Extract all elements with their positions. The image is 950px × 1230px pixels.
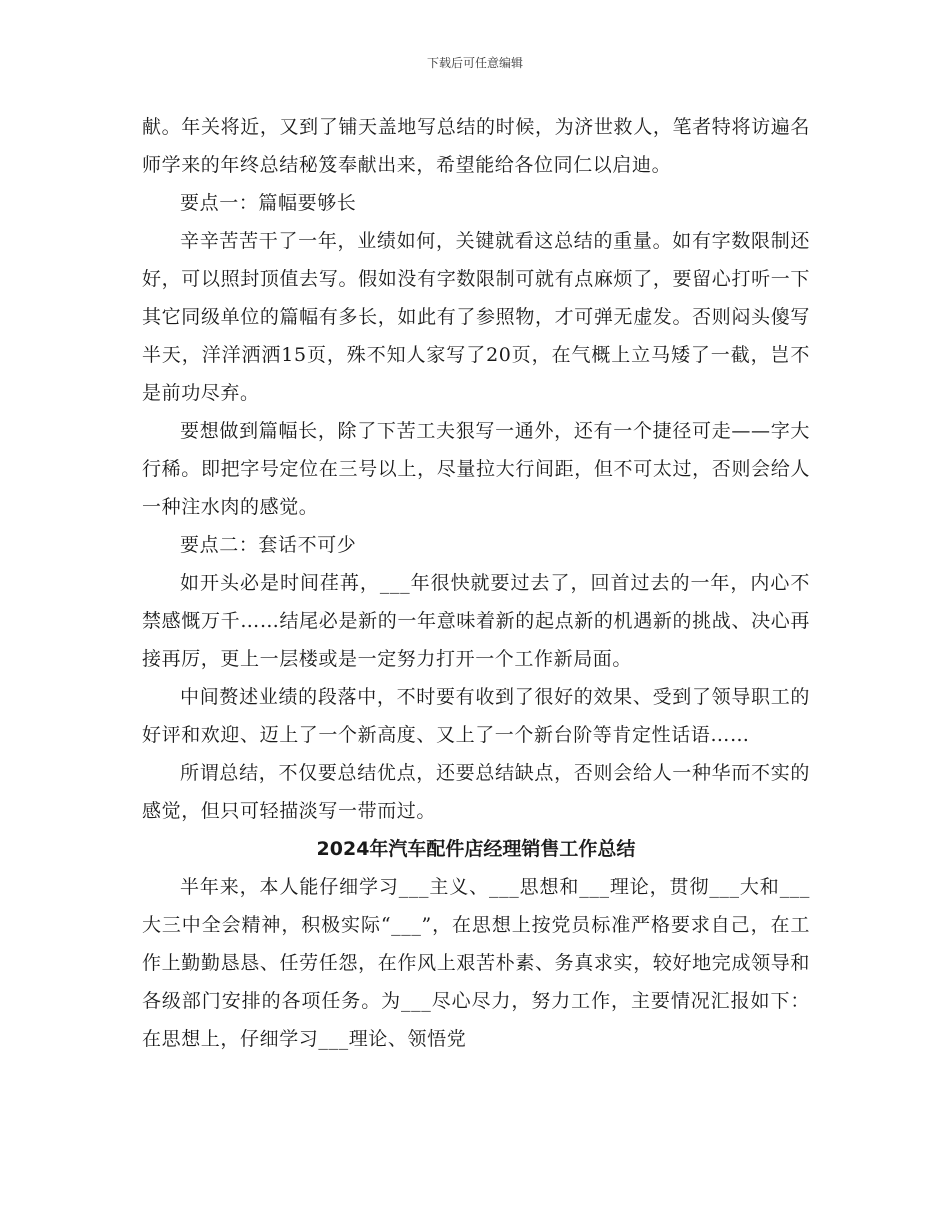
paragraph-length: 辛辛苦苦干了一年，业绩如何，关键就看这总结的重量。如有字数限制还好，可以照封顶值去写。假如没有字数限制可就有点麻烦了，要留心打听一下其它同级单位的篇幅有多长，如此有了参照物，才可弹无虚发。否则闷头傻写半天，洋洋洒洒15页，殊不知人家写了20页，在气概上立马矮了一截，岂不是前功尽弃。 — [142, 230, 810, 404]
paragraph-font-size: 要想做到篇幅长，除了下苦工夫狠写一通外，还有一个捷径可走——字大行稀。即把字号定位在三号以上，尽量拉大行间距，但不可太过，否则会给人一种注水肉的感觉。 — [142, 420, 810, 518]
page-header: 下载后可任意编辑 — [426, 56, 523, 70]
section-title: 2024年汽车配件店经理销售工作总结 — [316, 838, 636, 860]
heading-point-one: 要点一：篇幅要够长 — [180, 192, 357, 214]
paragraph-achievements: 中间赘述业绩的段落中，不时要有收到了很好的效果、受到了领导职工的好评和欢迎、迈上了一个新高度、又上了一个新台阶等肯定性话语…… — [142, 686, 810, 746]
paragraph-intro-continuation: 献。年关将近，又到了铺天盖地写总结的时候，为济世救人，笔者特将访遍名师学来的年终总结秘笈奉献出来，希望能给各位同仁以启迪。 — [142, 116, 810, 176]
document-body — [142, 108, 810, 1058]
paragraph-shortcomings: 所谓总结，不仅要总结优点，还要总结缺点，否则会给人一种华而不实的感觉，但只可轻描淡写一带而过。 — [142, 762, 810, 822]
paragraph-summary-start: 半年来，本人能仔细学习___主义、___思想和___理论，贯彻___大和___大三中全会精神，积极实际“___”，在思想上按党员标准严格要求自己，在工作上勤勤恳恳、任劳任怨，在作风上艰苦朴素、务真求实，较好地完成领导和各级部门安排的各项任务。为___尽心尽力，努力工作，主要情况汇报如下：在思想上，仔细学习___理论、领悟党 — [142, 876, 810, 1050]
heading-point-two: 要点二：套话不可少 — [180, 534, 357, 556]
paragraph-cliches: 如开头必是时间荏苒，___年很快就要过去了，回首过去的一年，内心不禁感慨万千……结尾必是新的一年意味着新的起点新的机遇新的挑战、决心再接再厉，更上一层楼或是一定努力打开一个工作新局面。 — [142, 572, 810, 670]
